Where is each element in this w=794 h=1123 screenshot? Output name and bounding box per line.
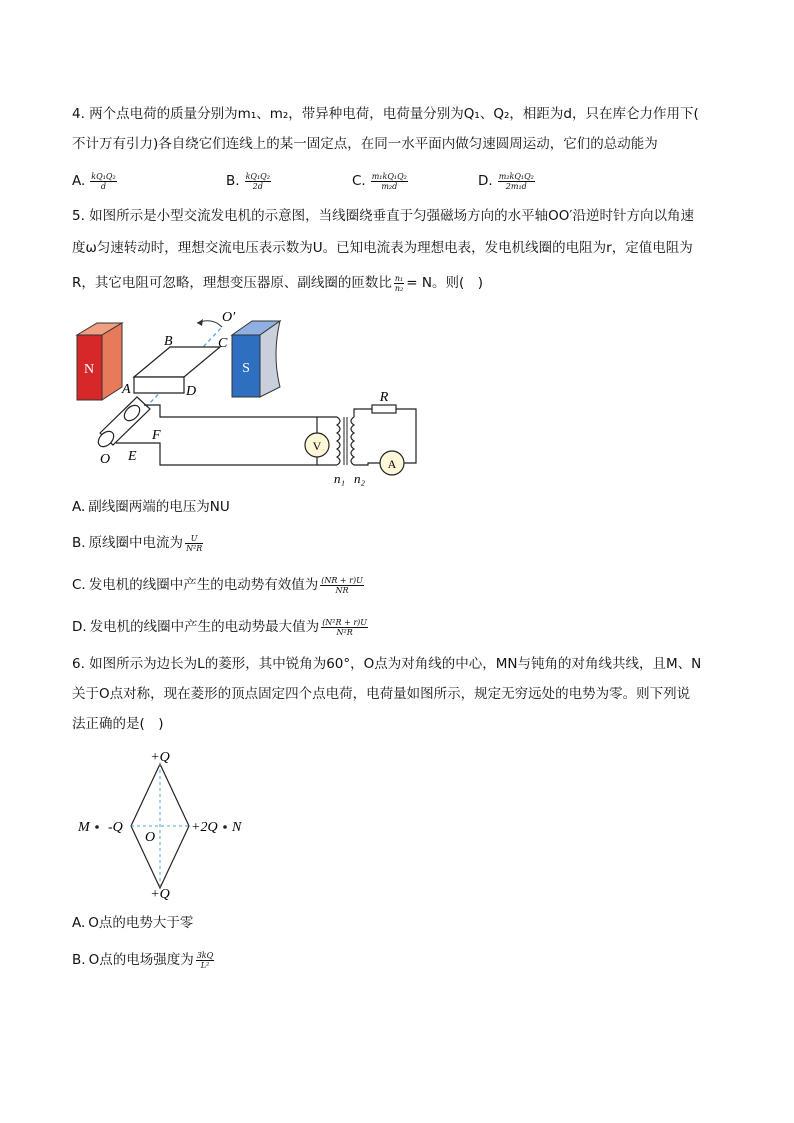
- q6-option-b: B. O点的电场强度为 $\frac{3kQ}{\text{L²}}$: [72, 950, 214, 970]
- label-e: E: [128, 449, 137, 464]
- label-f: F: [152, 428, 161, 443]
- wire-lower: [116, 443, 317, 465]
- q5-stem-line1: 5. 如图所示是小型交流发电机的示意图，当线圈绕垂直于匀强磁场方向的水平轴OO′沿逆时针方向以角速: [72, 208, 694, 224]
- q5-stem-line3: R，其它电阻可忽略，理想变压器原、副线圈的匝数比 $\frac{\text{n₁}}{\text{n₂}}$ = N。则( ): [72, 273, 483, 293]
- coil-upper: [134, 347, 220, 377]
- center-o: O: [145, 830, 156, 845]
- q5-option-b: B. 原线圈中电流为 $\frac{U}{\text{N²R}}$: [72, 533, 203, 553]
- ammeter-label: A: [387, 457, 397, 471]
- q4-stem-line1: 4. 两个点电荷的质量分别为m₁、m₂，带异种电荷，电荷量分别为Q₁、Q₂，相距为d，只在库仑力作用下(: [72, 106, 699, 122]
- label-c: C: [218, 336, 228, 351]
- charge-bottom: +Q: [150, 887, 170, 900]
- q6-option-a: A. O点的电势大于零: [72, 915, 194, 931]
- label-o-prime: O′: [222, 310, 236, 325]
- q5-stem-line2: 度ω匀速转动时，理想交流电压表示数为U。已知电流表为理想电表，发电机线圈的电阻为r，定值电阻为: [72, 240, 693, 256]
- q5-option-a: A. 副线圈两端的电压为NU: [72, 499, 230, 515]
- resistor: [372, 405, 396, 413]
- voltmeter-label: V: [312, 439, 322, 453]
- q4-option-c: C. $\frac{\text{m₁kQ₁Q₂}}{\text{m₂d}}$: [352, 171, 407, 191]
- generator-diagram: [72, 305, 422, 490]
- q6-stem-line1: 6. 如图所示为边长为L的菱形，其中锐角为60°，O点为对角线的中心，MN与钝角的对角线共线，且M、N: [72, 656, 702, 672]
- label-d: D: [186, 384, 197, 399]
- q4-option-b: B. $\frac{\text{kQ₁Q₂}}{2d}$: [226, 171, 270, 191]
- charge-top: +Q: [150, 750, 170, 765]
- charge-right: +2Q: [191, 820, 218, 835]
- primary-coil: [337, 417, 340, 465]
- magnet-n: [77, 323, 122, 400]
- secondary-coil: [351, 417, 354, 465]
- point-m: M: [78, 820, 90, 835]
- q4-option-a: A. $\frac{\text{kQ₁Q₂}}{d}$: [72, 171, 116, 191]
- q4-stem-line2: 不计万有引力)各自绕它们连线上的某一固定点，在同一水平面内做匀速圆周运动，它们的总动能为: [72, 136, 658, 152]
- wire-upper: [144, 405, 317, 450]
- q6-stem-line2: 关于O点对称，现在菱形的顶点固定四个点电荷，电荷量如图所示，规定无穷远处的电势为零。则下列说: [72, 686, 691, 702]
- n2-label: n₂: [354, 471, 366, 486]
- rhombus-diagram: [72, 748, 252, 900]
- n1-label: n₁: [334, 471, 346, 486]
- coil-lower: [134, 377, 184, 393]
- magnet-s-label: S: [242, 361, 250, 376]
- magnet-n-label: N: [83, 362, 95, 377]
- point-n-dot: [223, 825, 227, 829]
- q5-option-d: D. 发电机的线圈中产生的电动势最大值为 $\frac{\text{(N²R + r)U}}{\text{N²R}}$: [72, 617, 368, 637]
- label-a: A: [122, 382, 131, 397]
- label-b: B: [164, 334, 173, 349]
- q4-option-d: D. $\frac{\text{m₂kQ₁Q₂}}{\text{2m₁d}}$: [478, 171, 534, 191]
- point-m-dot: [95, 825, 99, 829]
- magnet-s: [232, 321, 280, 397]
- resistor-label: R: [379, 390, 389, 405]
- point-n: N: [232, 820, 242, 835]
- charge-left: -Q: [108, 820, 123, 835]
- q6-stem-line3: 法正确的是( ): [72, 716, 164, 732]
- q5-option-c: C. 发电机的线圈中产生的电动势有效值为 $\frac{(NR + r)U}{NR}$: [72, 575, 363, 595]
- label-o: O: [100, 452, 111, 467]
